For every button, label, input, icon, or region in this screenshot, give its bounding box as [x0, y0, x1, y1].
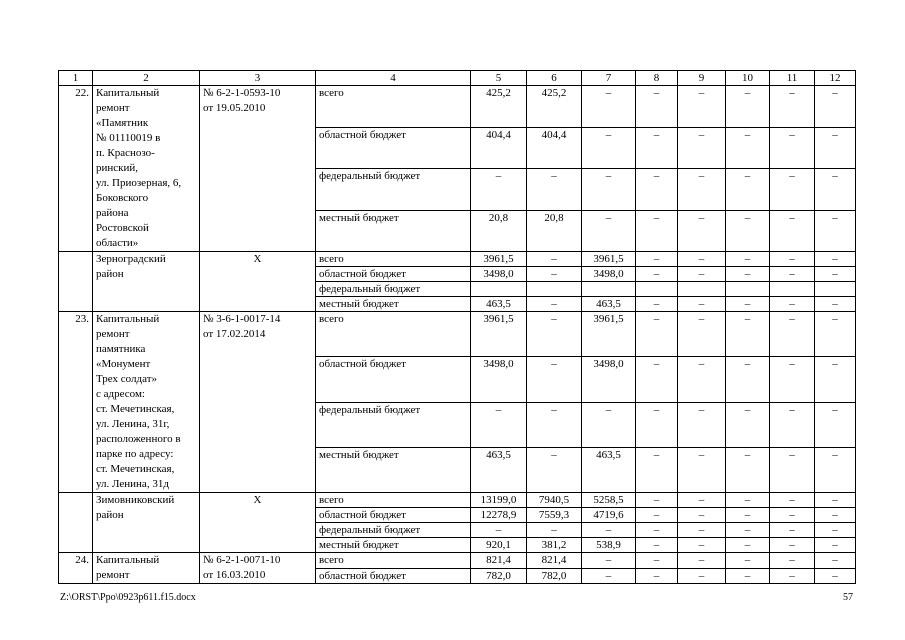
- amount-cell: –: [815, 523, 856, 538]
- funding-source: всего: [316, 493, 471, 508]
- funding-source: местный бюджет: [316, 447, 471, 492]
- amount-cell: 463,5: [471, 447, 527, 492]
- amount-cell: –: [527, 252, 582, 267]
- amount-cell: 782,0: [471, 568, 527, 584]
- amount-cell: 463,5: [582, 297, 636, 312]
- amount-cell: –: [678, 127, 726, 169]
- amount-cell: –: [678, 252, 726, 267]
- amount-cell: –: [815, 357, 856, 402]
- amount-cell: –: [678, 86, 726, 128]
- funding-source: федеральный бюджет: [316, 402, 471, 447]
- column-number: 9: [678, 71, 726, 86]
- funding-source: областной бюджет: [316, 508, 471, 523]
- amount-cell: –: [636, 127, 678, 169]
- column-number: 1: [59, 71, 93, 86]
- amount-cell: –: [636, 169, 678, 211]
- amount-cell: –: [582, 86, 636, 128]
- funding-source: местный бюджет: [316, 538, 471, 553]
- amount-cell: –: [726, 267, 770, 282]
- amount-cell: –: [726, 312, 770, 357]
- funding-source: федеральный бюджет: [316, 169, 471, 211]
- amount-cell: –: [726, 568, 770, 584]
- amount-cell: –: [815, 508, 856, 523]
- amount-cell: –: [527, 523, 582, 538]
- amount-cell: –: [726, 127, 770, 169]
- amount-cell: –: [726, 447, 770, 492]
- amount-cell: –: [678, 210, 726, 252]
- amount-cell: –: [678, 267, 726, 282]
- amount-cell: 381,2: [527, 538, 582, 553]
- object-name: Зерноградский район: [93, 252, 200, 312]
- amount-cell: 3961,5: [582, 312, 636, 357]
- amount-cell: –: [770, 297, 815, 312]
- amount-cell: –: [636, 357, 678, 402]
- column-number: 10: [726, 71, 770, 86]
- amount-cell: –: [636, 568, 678, 584]
- funding-source: областной бюджет: [316, 568, 471, 584]
- amount-cell: –: [582, 568, 636, 584]
- amount-cell: –: [726, 523, 770, 538]
- amount-cell: –: [636, 210, 678, 252]
- amount-cell: –: [770, 312, 815, 357]
- funding-source: местный бюджет: [316, 297, 471, 312]
- amount-cell: 3498,0: [582, 357, 636, 402]
- amount-cell: [678, 282, 726, 297]
- amount-cell: –: [770, 508, 815, 523]
- amount-cell: –: [770, 86, 815, 128]
- amount-cell: –: [770, 523, 815, 538]
- amount-cell: –: [770, 127, 815, 169]
- amount-cell: –: [770, 210, 815, 252]
- amount-cell: –: [726, 538, 770, 553]
- object-name: Зимовниковский район: [93, 493, 200, 553]
- amount-cell: –: [726, 493, 770, 508]
- amount-cell: –: [815, 252, 856, 267]
- amount-cell: –: [582, 169, 636, 211]
- amount-cell: –: [527, 312, 582, 357]
- funding-source: всего: [316, 252, 471, 267]
- amount-cell: –: [527, 267, 582, 282]
- amount-cell: –: [527, 447, 582, 492]
- amount-cell: 7559,3: [527, 508, 582, 523]
- amount-cell: [770, 282, 815, 297]
- amount-cell: –: [815, 210, 856, 252]
- amount-cell: 4719,6: [582, 508, 636, 523]
- expertise-conclusion: Х: [200, 493, 316, 553]
- amount-cell: –: [770, 252, 815, 267]
- amount-cell: –: [636, 553, 678, 569]
- amount-cell: 3498,0: [582, 267, 636, 282]
- amount-cell: –: [678, 523, 726, 538]
- amount-cell: –: [636, 312, 678, 357]
- amount-cell: –: [636, 508, 678, 523]
- footer-file-path: Z:\ORST\Ppo\0923p611.f15.docx: [60, 592, 196, 603]
- amount-cell: –: [770, 538, 815, 553]
- amount-cell: –: [815, 127, 856, 169]
- amount-cell: 920,1: [471, 538, 527, 553]
- amount-cell: [636, 282, 678, 297]
- amount-cell: –: [815, 86, 856, 128]
- amount-cell: –: [678, 169, 726, 211]
- amount-cell: –: [582, 210, 636, 252]
- amount-cell: –: [582, 402, 636, 447]
- budget-row: [59, 553, 856, 569]
- amount-cell: –: [678, 447, 726, 492]
- expertise-conclusion: № 6-2-1-0593-10 от 19.05.2010: [200, 86, 316, 252]
- amount-cell: –: [678, 357, 726, 402]
- budget-row: [59, 493, 856, 508]
- amount-cell: –: [471, 169, 527, 211]
- amount-cell: 13199,0: [471, 493, 527, 508]
- amount-cell: –: [726, 169, 770, 211]
- amount-cell: –: [815, 553, 856, 569]
- amount-cell: –: [770, 493, 815, 508]
- amount-cell: 463,5: [471, 297, 527, 312]
- amount-cell: [726, 282, 770, 297]
- amount-cell: [471, 282, 527, 297]
- amount-cell: –: [527, 357, 582, 402]
- amount-cell: –: [527, 169, 582, 211]
- amount-cell: –: [678, 568, 726, 584]
- amount-cell: –: [678, 538, 726, 553]
- column-number: 5: [471, 71, 527, 86]
- amount-cell: –: [527, 297, 582, 312]
- amount-cell: 20,8: [527, 210, 582, 252]
- amount-cell: –: [636, 523, 678, 538]
- amount-cell: 3961,5: [471, 252, 527, 267]
- amount-cell: –: [678, 553, 726, 569]
- amount-cell: 425,2: [471, 86, 527, 128]
- amount-cell: –: [636, 86, 678, 128]
- budget-row: [59, 86, 856, 128]
- amount-cell: –: [815, 568, 856, 584]
- amount-cell: –: [678, 297, 726, 312]
- amount-cell: –: [815, 169, 856, 211]
- amount-cell: –: [471, 523, 527, 538]
- budget-table: [58, 70, 856, 584]
- expertise-conclusion: № 6-2-1-0071-10 от 16.03.2010: [200, 553, 316, 584]
- amount-cell: [582, 282, 636, 297]
- object-name: Капитальный ремонт памятника «Монумент Трех солдат» с адресом: ст. Мечетинская, ул. Ленина, 31г, расположенного в парке по адресу: ст. Мечетинская, ул. Ленина, 31д: [93, 312, 200, 493]
- amount-cell: 404,4: [527, 127, 582, 169]
- amount-cell: –: [770, 568, 815, 584]
- object-name: Капитальный ремонт: [93, 553, 200, 584]
- funding-source: местный бюджет: [316, 210, 471, 252]
- amount-cell: –: [726, 402, 770, 447]
- item-number: 22.: [59, 86, 93, 252]
- amount-cell: –: [815, 297, 856, 312]
- amount-cell: –: [636, 297, 678, 312]
- amount-cell: 7940,5: [527, 493, 582, 508]
- funding-source: всего: [316, 86, 471, 128]
- budget-row: [59, 252, 856, 267]
- amount-cell: –: [636, 493, 678, 508]
- column-number: 7: [582, 71, 636, 86]
- funding-source: областной бюджет: [316, 267, 471, 282]
- amount-cell: –: [582, 127, 636, 169]
- amount-cell: –: [636, 267, 678, 282]
- item-number: 23.: [59, 312, 93, 493]
- column-number: 12: [815, 71, 856, 86]
- amount-cell: –: [636, 252, 678, 267]
- amount-cell: 3961,5: [471, 312, 527, 357]
- amount-cell: –: [770, 553, 815, 569]
- amount-cell: –: [726, 86, 770, 128]
- amount-cell: –: [678, 508, 726, 523]
- amount-cell: –: [815, 402, 856, 447]
- amount-cell: –: [678, 402, 726, 447]
- amount-cell: –: [770, 447, 815, 492]
- expertise-conclusion: Х: [200, 252, 316, 312]
- item-number: [59, 252, 93, 312]
- amount-cell: –: [582, 523, 636, 538]
- amount-cell: 12278,9: [471, 508, 527, 523]
- amount-cell: 782,0: [527, 568, 582, 584]
- amount-cell: –: [815, 493, 856, 508]
- item-number: 24.: [59, 553, 93, 584]
- funding-source: областной бюджет: [316, 357, 471, 402]
- column-number: 4: [316, 71, 471, 86]
- amount-cell: 538,9: [582, 538, 636, 553]
- amount-cell: –: [770, 267, 815, 282]
- amount-cell: –: [726, 508, 770, 523]
- footer-page-number: 57: [843, 592, 853, 603]
- amount-cell: –: [770, 357, 815, 402]
- funding-source: областной бюджет: [316, 127, 471, 169]
- amount-cell: –: [636, 402, 678, 447]
- funding-source: федеральный бюджет: [316, 282, 471, 297]
- amount-cell: 3498,0: [471, 357, 527, 402]
- amount-cell: –: [636, 538, 678, 553]
- column-number: 8: [636, 71, 678, 86]
- object-name: Капитальный ремонт «Памятник № 01110019 в п. Краснозо- ринский, ул. Приозерная, 6, Боковского района Ростовской области»: [93, 86, 200, 252]
- column-number-row: [59, 71, 856, 86]
- amount-cell: –: [815, 267, 856, 282]
- amount-cell: –: [815, 312, 856, 357]
- funding-source: всего: [316, 312, 471, 357]
- amount-cell: 3498,0: [471, 267, 527, 282]
- amount-cell: 425,2: [527, 86, 582, 128]
- amount-cell: –: [726, 252, 770, 267]
- amount-cell: 3961,5: [582, 252, 636, 267]
- amount-cell: –: [678, 493, 726, 508]
- amount-cell: –: [678, 312, 726, 357]
- expertise-conclusion: № 3-6-1-0017-14 от 17.02.2014: [200, 312, 316, 493]
- amount-cell: 20,8: [471, 210, 527, 252]
- table-body: [59, 71, 856, 584]
- amount-cell: 821,4: [527, 553, 582, 569]
- amount-cell: –: [815, 538, 856, 553]
- column-number: 3: [200, 71, 316, 86]
- funding-source: федеральный бюджет: [316, 523, 471, 538]
- amount-cell: –: [582, 553, 636, 569]
- amount-cell: 463,5: [582, 447, 636, 492]
- funding-source: всего: [316, 553, 471, 569]
- amount-cell: [815, 282, 856, 297]
- column-number: 2: [93, 71, 200, 86]
- amount-cell: –: [636, 447, 678, 492]
- amount-cell: –: [726, 357, 770, 402]
- amount-cell: [527, 282, 582, 297]
- column-number: 11: [770, 71, 815, 86]
- amount-cell: –: [726, 210, 770, 252]
- amount-cell: 404,4: [471, 127, 527, 169]
- amount-cell: 5258,5: [582, 493, 636, 508]
- amount-cell: –: [770, 402, 815, 447]
- amount-cell: 821,4: [471, 553, 527, 569]
- amount-cell: –: [726, 553, 770, 569]
- amount-cell: –: [770, 169, 815, 211]
- column-number: 6: [527, 71, 582, 86]
- amount-cell: –: [471, 402, 527, 447]
- budget-row: [59, 312, 856, 357]
- item-number: [59, 493, 93, 553]
- amount-cell: –: [726, 297, 770, 312]
- amount-cell: –: [527, 402, 582, 447]
- amount-cell: –: [815, 447, 856, 492]
